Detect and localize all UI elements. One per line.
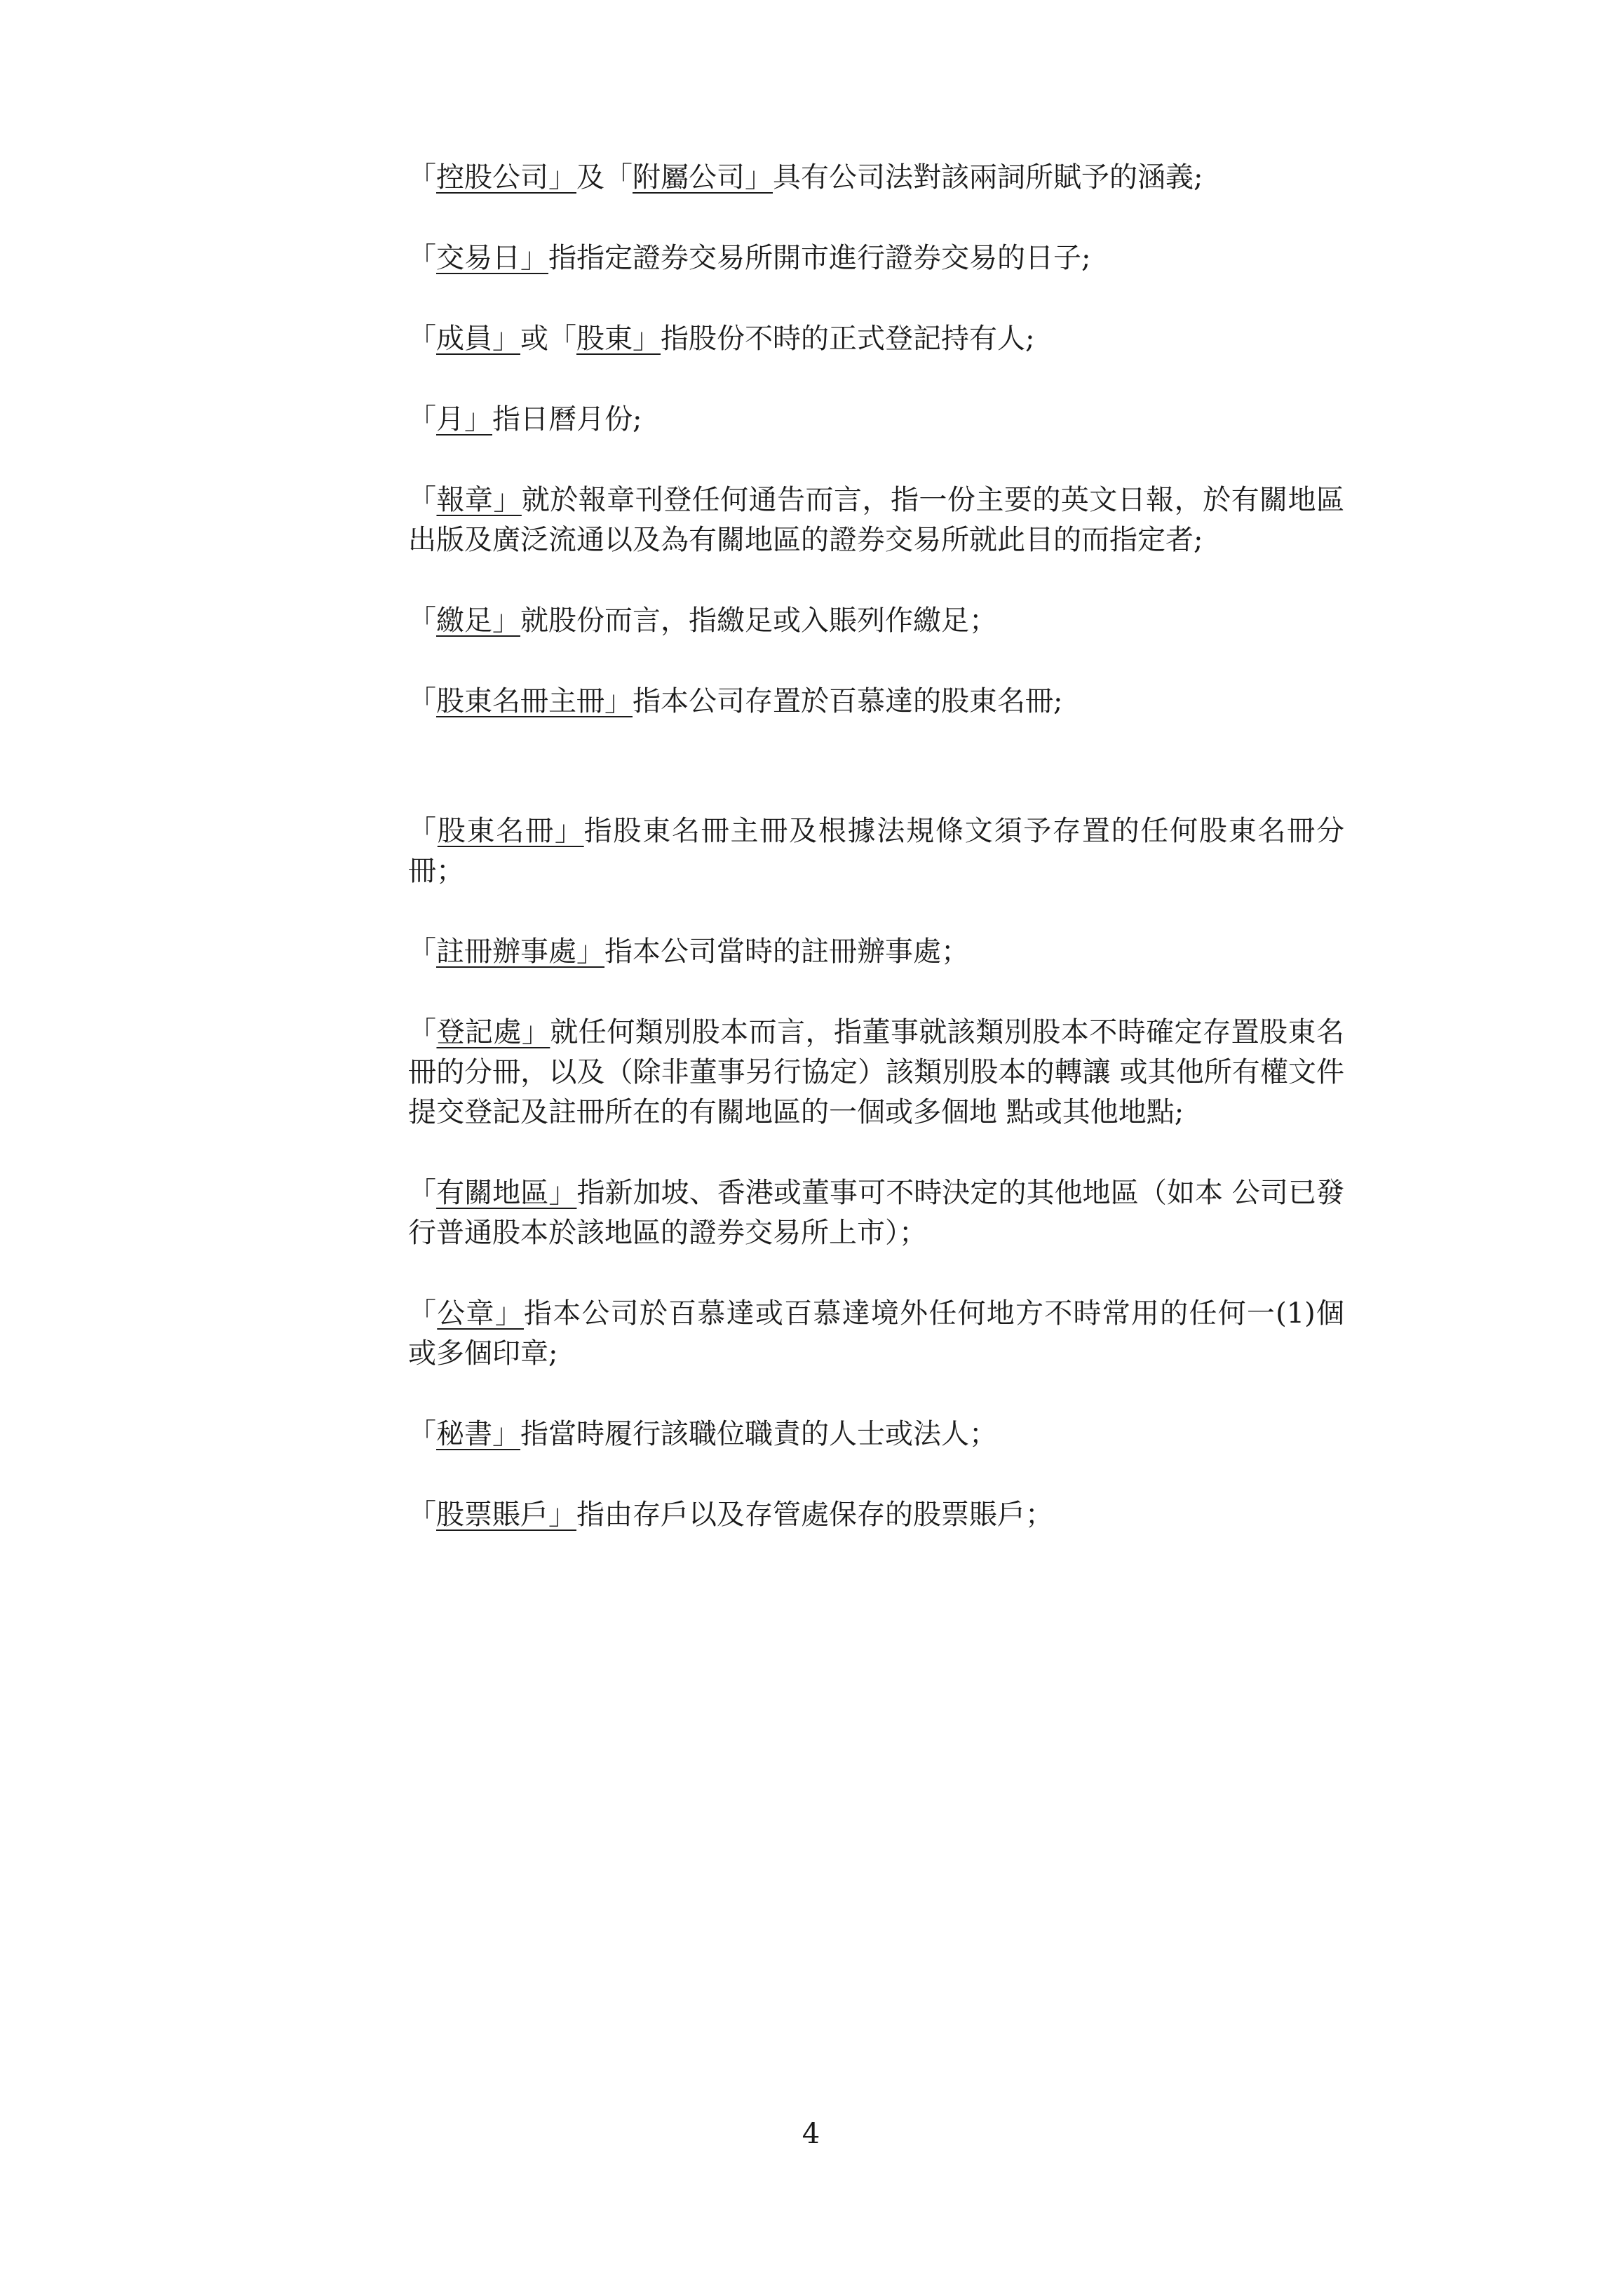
defined-term: 報章」: [436, 484, 522, 516]
defined-term: 月」: [436, 403, 492, 435]
definition-text: 及「: [576, 161, 633, 194]
definition-newspaper: [408, 480, 1344, 560]
definition-text: 指本公司於百慕達或百慕達境外任何地方不時常用的任何一(1)個或多個印章;: [408, 1297, 1345, 1370]
definition-text: 指本公司當時的註冊辦事處；: [604, 936, 969, 968]
definition-text: 「: [408, 484, 437, 516]
definition-relevant-territory: [408, 1173, 1344, 1253]
defined-term: 有關地區」: [436, 1177, 577, 1209]
definition-text: 「: [408, 323, 436, 355]
defined-term: 繳足」: [436, 605, 520, 637]
definition-text: 指新加坡、香港或董事可不時決定的其他地區（如本 公司已發行普通股本於該地區的證券交易所上市）；: [408, 1177, 1345, 1249]
defined-term: 交易日」: [436, 242, 548, 274]
definition-registration-office: [408, 932, 1344, 972]
definition-text: 「: [408, 815, 438, 847]
definition-secretary: [408, 1414, 1344, 1454]
definition-text: 「: [408, 1016, 437, 1048]
definition-seal: [408, 1294, 1344, 1374]
definition-text: 「: [408, 161, 436, 194]
definition-text: 指股份不時的正式登記持有人;: [661, 323, 1035, 355]
definition-text: 「: [408, 242, 436, 274]
definition-text: 「: [408, 1297, 438, 1330]
definition-text: 就任何類別股本而言，指董事就該類別股本不時確定存置股東名冊的分冊，以及（除非董事另行協定）該類別股本的轉讓 或其他所有權文件提交登記及註冊所在的有關地區的一個或多個地 點或其他地點;: [408, 1016, 1344, 1128]
defined-term: 成員」: [436, 323, 520, 355]
definition-text: 或「: [520, 323, 576, 355]
definition-principal-register: [408, 682, 1344, 722]
definition-paid-up: [408, 601, 1344, 641]
definition-text: 具有公司法對該兩詞所賦予的涵義;: [773, 161, 1203, 194]
definition-text: 指本公司存置於百慕達的股東名冊;: [633, 685, 1063, 717]
definition-text: 「: [408, 1499, 436, 1531]
definition-securities-account: [408, 1495, 1344, 1535]
defined-term: 登記處」: [436, 1016, 550, 1048]
defined-term: 股東」: [576, 323, 661, 355]
page-number: 4: [802, 2118, 820, 2150]
definition-text: 「: [408, 605, 436, 637]
definition-holding-subsidiary: [408, 158, 1344, 198]
definition-text: 「: [408, 685, 436, 717]
defined-term: 註冊辦事處」: [436, 936, 604, 968]
defined-term: 秘書」: [436, 1418, 520, 1450]
definition-register: [408, 811, 1344, 891]
definition-text: 指當時履行該職位職責的人士或法人；: [520, 1418, 997, 1450]
definition-text: 指日曆月份;: [492, 403, 642, 435]
defined-term: 控股公司」: [436, 161, 576, 194]
defined-term: 公章」: [437, 1297, 524, 1330]
definition-text: 就於報章刊登任何通告而言，指一份主要的英文日報，於有關地區出版及廣泛流通以及為有關地區的證券交易所就此目的而指定者;: [408, 484, 1344, 556]
definition-text: 指指定證券交易所開市進行證券交易的日子;: [548, 242, 1091, 274]
defined-term: 股東名冊主冊」: [436, 685, 633, 717]
definition-text: 指股東名冊主冊及根據法規條文須予存置的任何股東名冊分冊；: [408, 815, 1345, 887]
definition-text: 就股份而言，指繳足或入賬列作繳足；: [520, 605, 997, 637]
definition-transfer-office: [408, 1013, 1344, 1133]
definition-trading-day: [408, 238, 1344, 278]
definitions-list: [408, 158, 1344, 1576]
definition-member-shareholder: [408, 319, 1344, 359]
defined-term: 附屬公司」: [633, 161, 773, 194]
definition-month: [408, 400, 1344, 440]
defined-term: 股東名冊」: [437, 815, 584, 847]
definition-text: 「: [408, 936, 436, 968]
defined-term: 股票賬戶」: [436, 1499, 576, 1531]
definition-text: 「: [408, 1177, 437, 1209]
definition-text: 指由存戶以及存管處保存的股票賬戶；: [576, 1499, 1053, 1531]
definition-text: 「: [408, 403, 436, 435]
definition-text: 「: [408, 1418, 436, 1450]
